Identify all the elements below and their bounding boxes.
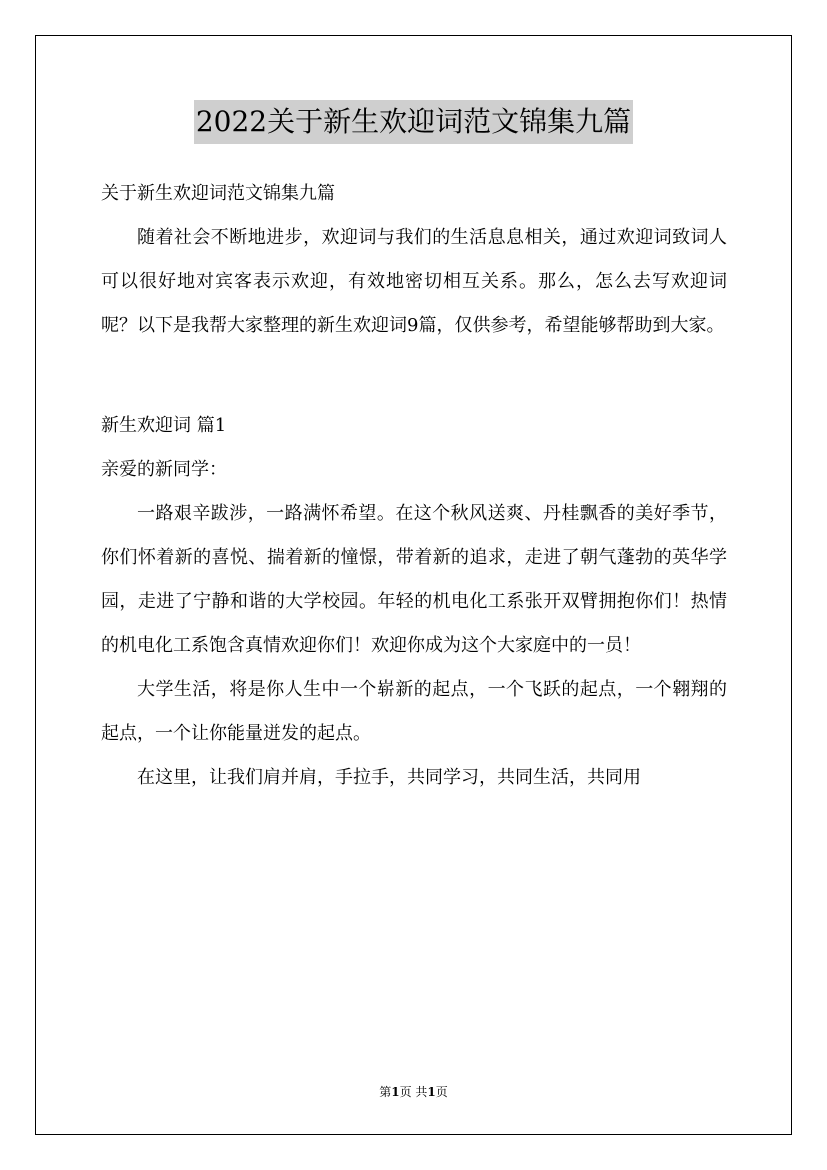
document-body bbox=[101, 172, 727, 800]
section-heading: 新生欢迎词 篇1 bbox=[101, 415, 227, 436]
document-title: 2022关于新生欢迎词范文锦集九篇 bbox=[194, 100, 633, 144]
footer-mid: 页 共 bbox=[399, 1085, 428, 1099]
body-paragraph-2: 大学生活，将是你人生中一个崭新的起点，一个飞跃的起点，一个翱翔的起点，一个让你能量迸发的起点。 bbox=[101, 679, 727, 744]
footer-page-total: 1 bbox=[427, 1085, 436, 1099]
body-paragraph-1: 一路艰辛跋涉，一路满怀希望。在这个秋风送爽、丹桂飘香的美好季节，你们怀着新的喜悦、揣着新的憧憬，带着新的追求，走进了朝气蓬勃的英华学园，走进了宁静和谐的大学校园。年轻的机电化工系张开双臂拥抱你们！热情的机电化工系饱含真情欢迎你们！欢迎你成为这个大家庭中的一员！ bbox=[101, 503, 727, 656]
page-footer bbox=[0, 1083, 827, 1100]
document-subtitle: 关于新生欢迎词范文锦集九篇 bbox=[101, 183, 335, 204]
salutation: 亲爱的新同学： bbox=[101, 459, 227, 480]
intro-paragraph: 随着社会不断地进步，欢迎词与我们的生活息息相关，通过欢迎词致词人可以很好地对宾客表示欢迎，有效地密切相互关系。那么，怎么去写欢迎词呢？以下是我帮大家整理的新生欢迎词9篇，仅供参考，希望能够帮助到大家。 bbox=[101, 227, 727, 336]
footer-page-num: 1 bbox=[391, 1085, 400, 1099]
title-wrap bbox=[0, 100, 827, 144]
body-paragraph-3: 在这里，让我们肩并肩，手拉手，共同学习，共同生活，共同用 bbox=[137, 767, 641, 788]
section-gap bbox=[101, 348, 727, 404]
footer-prefix: 第 bbox=[379, 1085, 392, 1099]
footer-suffix: 页 bbox=[435, 1085, 448, 1099]
